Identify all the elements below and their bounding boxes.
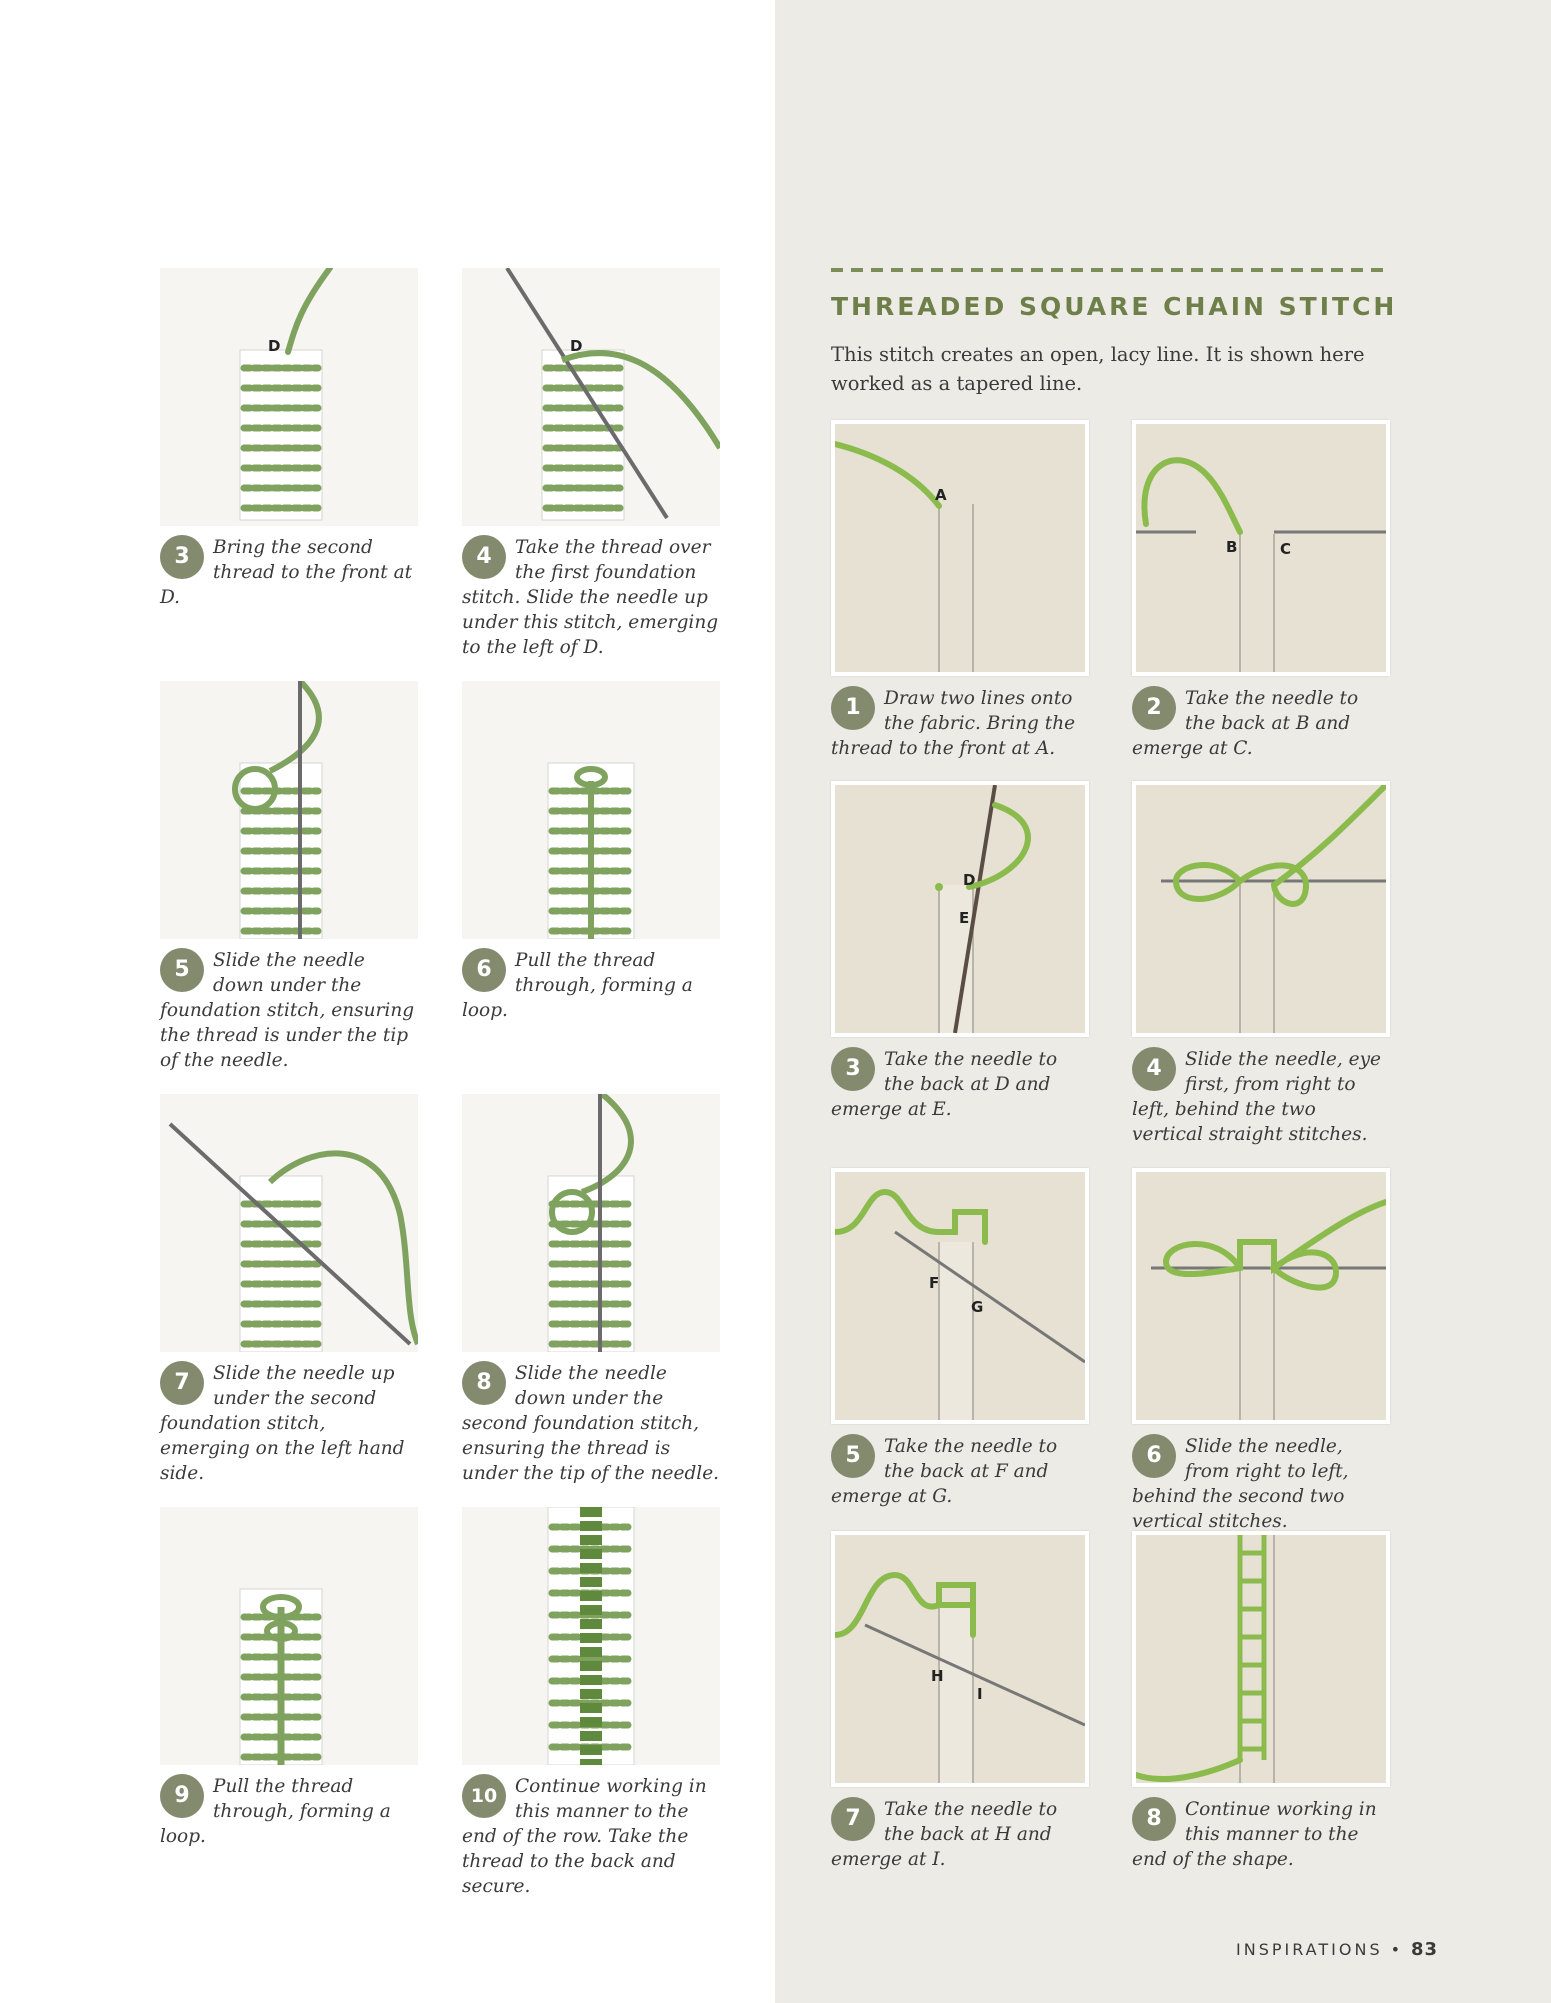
left-step-6 bbox=[462, 948, 720, 1023]
photo-letter: A bbox=[935, 486, 947, 504]
step-number-badge: 3 bbox=[831, 1047, 875, 1091]
left-step-5 bbox=[160, 948, 418, 1073]
left-step-4 bbox=[462, 535, 720, 660]
photo-letter: I bbox=[977, 1685, 983, 1703]
step-caption: Take the needle to the back at B and emerge at C. bbox=[1132, 688, 1359, 759]
section-title: THREADED SQUARE CHAIN STITCH bbox=[831, 292, 1398, 321]
dashed-divider bbox=[831, 268, 1391, 272]
right-step-3 bbox=[831, 1047, 1089, 1122]
left-step-7 bbox=[160, 1361, 418, 1486]
step-number-badge: 6 bbox=[1132, 1434, 1176, 1478]
left-step-3-photo bbox=[160, 268, 418, 526]
right-step-4-photo bbox=[1132, 781, 1390, 1037]
right-step-6 bbox=[1132, 1434, 1390, 1534]
left-step-6-photo bbox=[462, 681, 720, 939]
left-step-10 bbox=[462, 1774, 720, 1899]
step-caption: Take the thread over the first foundation stitch. Slide the needle up under this stitch, emerging to the left of D. bbox=[462, 537, 719, 658]
left-step-9 bbox=[160, 1774, 418, 1849]
step-caption: Slide the needle, from right to left, behind the second two vertical stitches. bbox=[1132, 1436, 1349, 1532]
photo-letter: D bbox=[268, 337, 281, 355]
step-caption: Slide the needle up under the second foundation stitch, emerging on the left hand side. bbox=[160, 1363, 405, 1484]
step-number-badge: 5 bbox=[160, 948, 204, 992]
section-intro: This stitch creates an open, lacy line. It is shown here worked as a tapered line. bbox=[831, 343, 1365, 395]
step-number-badge: 5 bbox=[831, 1434, 875, 1478]
right-step-8 bbox=[1132, 1797, 1390, 1872]
photo-letter: F bbox=[929, 1274, 940, 1292]
right-step-7 bbox=[831, 1797, 1089, 1872]
right-step-2 bbox=[1132, 686, 1390, 761]
photo-letter: C bbox=[1280, 540, 1292, 558]
right-step-7-photo bbox=[831, 1531, 1089, 1787]
left-step-8-photo bbox=[462, 1094, 720, 1352]
left-step-4-photo bbox=[462, 268, 720, 526]
right-step-4 bbox=[1132, 1047, 1390, 1147]
step-caption: Continue working in this manner to the end of the shape. bbox=[1132, 1799, 1377, 1870]
step-caption: Pull the thread through, forming a loop. bbox=[462, 950, 693, 1021]
left-step-8 bbox=[462, 1361, 720, 1486]
photo-letter: D bbox=[963, 871, 976, 889]
left-step-7-photo bbox=[160, 1094, 418, 1352]
photo-letter: H bbox=[931, 1667, 944, 1685]
photo-letter: G bbox=[971, 1298, 984, 1316]
step-number-badge: 7 bbox=[160, 1361, 204, 1405]
right-step-2-photo bbox=[1132, 420, 1390, 676]
step-caption: Bring the second thread to the front at D. bbox=[160, 537, 413, 608]
right-step-1 bbox=[831, 686, 1089, 761]
step-number-badge: 8 bbox=[462, 1361, 506, 1405]
page-number: 83 bbox=[1411, 1939, 1439, 1960]
step-caption: Slide the needle down under the foundation stitch, ensuring the thread is under the tip of the needle. bbox=[160, 950, 415, 1071]
step-number-badge: 4 bbox=[1132, 1047, 1176, 1091]
step-caption: Draw two lines onto the fabric. Bring the thread to the front at A. bbox=[831, 688, 1076, 759]
photo-letter: E bbox=[959, 909, 970, 927]
step-number-badge: 1 bbox=[831, 686, 875, 730]
step-number-badge: 10 bbox=[462, 1774, 506, 1818]
step-number-badge: 7 bbox=[831, 1797, 875, 1841]
right-step-8-photo bbox=[1132, 1531, 1390, 1787]
step-number-badge: 6 bbox=[462, 948, 506, 992]
right-step-5 bbox=[831, 1434, 1089, 1509]
photo-letter: D bbox=[570, 337, 583, 355]
right-step-1-photo bbox=[831, 420, 1089, 676]
step-number-badge: 2 bbox=[1132, 686, 1176, 730]
left-step-10-photo bbox=[462, 1507, 720, 1765]
right-step-5-photo bbox=[831, 1168, 1089, 1424]
page-footer bbox=[1236, 1939, 1438, 1960]
step-caption: Take the needle to the back at F and emerge at G. bbox=[831, 1436, 1058, 1507]
step-number-badge: 3 bbox=[160, 535, 204, 579]
left-step-9-photo bbox=[160, 1507, 418, 1765]
step-caption: Slide the needle down under the second foundation stitch, ensuring the thread is under the tip of the needle. bbox=[462, 1363, 720, 1484]
step-number-badge: 8 bbox=[1132, 1797, 1176, 1841]
step-number-badge: 9 bbox=[160, 1774, 204, 1818]
footer-section-name: INSPIRATIONS bbox=[1236, 1940, 1383, 1959]
left-step-3 bbox=[160, 535, 418, 610]
step-caption: Continue working in this manner to the end of the row. Take the thread to the back and secure. bbox=[462, 1776, 707, 1897]
left-step-5-photo bbox=[160, 681, 418, 939]
step-caption: Pull the thread through, forming a loop. bbox=[160, 1776, 391, 1847]
step-caption: Slide the needle, eye first, from right to left, behind the two vertical straight stitches. bbox=[1132, 1049, 1381, 1145]
right-step-3-photo bbox=[831, 781, 1089, 1037]
footer-separator: • bbox=[1390, 1940, 1404, 1959]
photo-letter: B bbox=[1226, 538, 1238, 556]
step-caption: Take the needle to the back at H and emerge at I. bbox=[831, 1799, 1058, 1870]
right-step-6-photo bbox=[1132, 1168, 1390, 1424]
step-caption: Take the needle to the back at D and emerge at E. bbox=[831, 1049, 1058, 1120]
step-number-badge: 4 bbox=[462, 535, 506, 579]
